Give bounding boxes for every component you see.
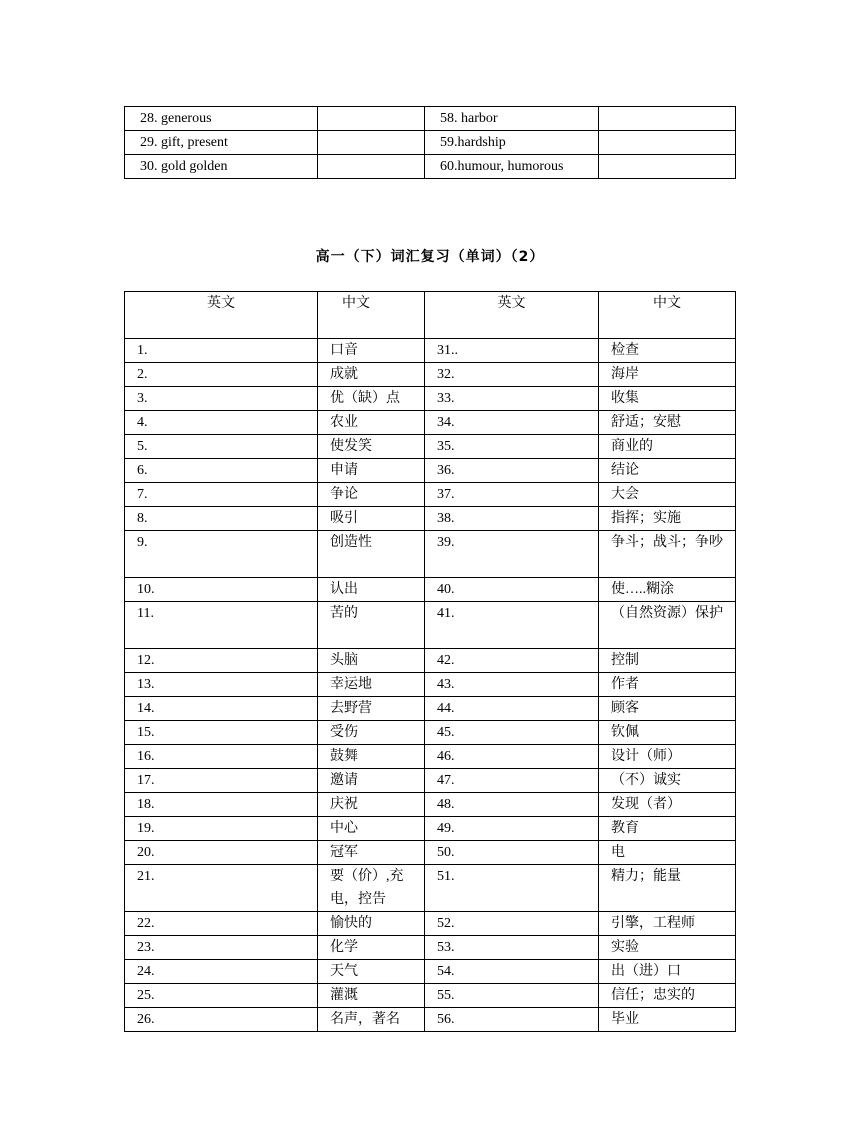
table-row <box>125 1008 736 1032</box>
table-row <box>125 155 736 179</box>
table-row <box>125 435 736 459</box>
table-cell: 19. <box>125 817 318 841</box>
table-cell: 吸引 <box>318 507 425 531</box>
table-row <box>125 841 736 865</box>
table-cell: 28. generous <box>125 107 318 131</box>
table-cell: 争论 <box>318 483 425 507</box>
table-cell: 33. <box>425 387 599 411</box>
table-cell <box>318 107 425 131</box>
table-cell: 45. <box>425 721 599 745</box>
table-cell: 9. <box>125 531 318 578</box>
table-cell: 精力；能量 <box>599 865 736 912</box>
table-cell: 13. <box>125 673 318 697</box>
table-cell: 23. <box>125 936 318 960</box>
table-cell: 冠军 <box>318 841 425 865</box>
table-cell: 8. <box>125 507 318 531</box>
table-cell: 48. <box>425 793 599 817</box>
table-cell: 检查 <box>599 339 736 363</box>
table-row <box>125 339 736 363</box>
table-cell: （不）诚实 <box>599 769 736 793</box>
table-cell: 幸运地 <box>318 673 425 697</box>
table-row <box>125 912 736 936</box>
table-cell: 使…..糊涂 <box>599 578 736 602</box>
table-cell: 成就 <box>318 363 425 387</box>
table-cell: 22. <box>125 912 318 936</box>
header-english-1: 英文 <box>125 292 318 339</box>
table-cell: 3. <box>125 387 318 411</box>
table-cell: 电 <box>599 841 736 865</box>
table-cell: 灌溉 <box>318 984 425 1008</box>
table-cell: 设计（师） <box>599 745 736 769</box>
table-cell: 16. <box>125 745 318 769</box>
table-cell: 54. <box>425 960 599 984</box>
table-cell: 认出 <box>318 578 425 602</box>
table-row <box>125 459 736 483</box>
table-cell: 52. <box>425 912 599 936</box>
table-cell: 农业 <box>318 411 425 435</box>
table-row <box>125 865 736 912</box>
header-english-2: 英文 <box>425 292 599 339</box>
table-cell: 35. <box>425 435 599 459</box>
page-title: 高一（下）词汇复习（单词）（2） <box>315 249 545 265</box>
table-cell: 32. <box>425 363 599 387</box>
table-cell: 庆祝 <box>318 793 425 817</box>
table-cell: 15. <box>125 721 318 745</box>
table-cell: 47. <box>425 769 599 793</box>
table-cell <box>599 131 736 155</box>
header-chinese-1 <box>318 292 425 339</box>
table-cell: 11. <box>125 602 318 649</box>
table-cell: 31.. <box>425 339 599 363</box>
table-cell: 优（缺）点 <box>318 387 425 411</box>
table-row <box>125 107 736 131</box>
table-cell: 46. <box>425 745 599 769</box>
table-cell: 41. <box>425 602 599 649</box>
table-row <box>125 387 736 411</box>
table-row <box>125 984 736 1008</box>
table-cell: 50. <box>425 841 599 865</box>
table-cell: 化学 <box>318 936 425 960</box>
table-cell: 26. <box>125 1008 318 1032</box>
table-cell: 12. <box>125 649 318 673</box>
table-cell: 51. <box>425 865 599 912</box>
table-cell: 作者 <box>599 673 736 697</box>
vocab-table <box>124 291 736 1032</box>
table-cell: 毕业 <box>599 1008 736 1032</box>
table-row <box>125 960 736 984</box>
table-cell: 争斗；战斗；争吵 <box>599 531 736 578</box>
table-cell: 舒适；安慰 <box>599 411 736 435</box>
table-row <box>125 602 736 649</box>
table-cell: 2. <box>125 363 318 387</box>
table-cell <box>318 155 425 179</box>
table-cell: 58. harbor <box>425 107 599 131</box>
table-cell: 49. <box>425 817 599 841</box>
table-cell: 口音 <box>318 339 425 363</box>
table-cell: 4. <box>125 411 318 435</box>
table-cell: 发现（者） <box>599 793 736 817</box>
table-cell: 结论 <box>599 459 736 483</box>
table-cell: 控制 <box>599 649 736 673</box>
table-row <box>125 649 736 673</box>
table-row <box>125 721 736 745</box>
table-cell: 天气 <box>318 960 425 984</box>
table-cell: 鼓舞 <box>318 745 425 769</box>
table-cell: 头脑 <box>318 649 425 673</box>
table-cell: （自然资源）保护 <box>599 602 736 649</box>
table-cell: 名声，著名 <box>318 1008 425 1032</box>
table-cell: 愉快的 <box>318 912 425 936</box>
table-cell: 25. <box>125 984 318 1008</box>
table-cell: 指挥；实施 <box>599 507 736 531</box>
table-cell: 42. <box>425 649 599 673</box>
table-row <box>125 673 736 697</box>
table-cell: 申请 <box>318 459 425 483</box>
table-cell: 5. <box>125 435 318 459</box>
table-cell: 55. <box>425 984 599 1008</box>
table-cell: 44. <box>425 697 599 721</box>
table-row <box>125 817 736 841</box>
table-cell: 20. <box>125 841 318 865</box>
table-cell: 顾客 <box>599 697 736 721</box>
table-row <box>125 578 736 602</box>
table-cell: 6. <box>125 459 318 483</box>
table-row <box>125 507 736 531</box>
table-cell: 21. <box>125 865 318 912</box>
table-row <box>125 411 736 435</box>
table-cell: 39. <box>425 531 599 578</box>
table-cell <box>318 131 425 155</box>
table-cell: 受伤 <box>318 721 425 745</box>
table-cell: 信任；忠实的 <box>599 984 736 1008</box>
table-cell: 29. gift, present <box>125 131 318 155</box>
table-cell: 教育 <box>599 817 736 841</box>
table-cell: 商业的 <box>599 435 736 459</box>
table-cell: 去野营 <box>318 697 425 721</box>
table-row <box>125 483 736 507</box>
table-cell: 大会 <box>599 483 736 507</box>
table-row <box>125 131 736 155</box>
table-cell: 7. <box>125 483 318 507</box>
table-cell: 1. <box>125 339 318 363</box>
table-cell: 43. <box>425 673 599 697</box>
table-cell: 37. <box>425 483 599 507</box>
header-chinese-1-text: 中文 <box>342 296 370 311</box>
table-row <box>125 793 736 817</box>
table-row <box>125 769 736 793</box>
table-cell: 中心 <box>318 817 425 841</box>
table-cell: 36. <box>425 459 599 483</box>
table-cell: 18. <box>125 793 318 817</box>
table-cell: 创造性 <box>318 531 425 578</box>
table-cell: 59.hardship <box>425 131 599 155</box>
header-chinese-2: 中文 <box>599 292 736 339</box>
table-row <box>125 936 736 960</box>
table-row <box>125 531 736 578</box>
table-cell: 30. gold golden <box>125 155 318 179</box>
table-cell: 实验 <box>599 936 736 960</box>
table-cell: 使发笑 <box>318 435 425 459</box>
table-cell: 38. <box>425 507 599 531</box>
table-cell: 24. <box>125 960 318 984</box>
table-cell: 53. <box>425 936 599 960</box>
table-cell: 60.humour, humorous <box>425 155 599 179</box>
table-cell: 14. <box>125 697 318 721</box>
table-cell: 17. <box>125 769 318 793</box>
table-cell: 要（价）,充电，控告 <box>318 865 425 912</box>
table-cell: 引擎，工程师 <box>599 912 736 936</box>
table-cell: 苦的 <box>318 602 425 649</box>
table-cell: 邀请 <box>318 769 425 793</box>
table-cell: 海岸 <box>599 363 736 387</box>
table-cell: 40. <box>425 578 599 602</box>
continued-vocab-table <box>124 106 736 179</box>
table-cell: 34. <box>425 411 599 435</box>
table-header-row <box>125 292 736 339</box>
table-cell: 56. <box>425 1008 599 1032</box>
table-cell <box>599 155 736 179</box>
table-cell: 出（进）口 <box>599 960 736 984</box>
table-cell <box>599 107 736 131</box>
table-row <box>125 697 736 721</box>
table-row <box>125 745 736 769</box>
table-cell: 钦佩 <box>599 721 736 745</box>
table-row <box>125 363 736 387</box>
table-cell: 收集 <box>599 387 736 411</box>
table-cell: 10. <box>125 578 318 602</box>
